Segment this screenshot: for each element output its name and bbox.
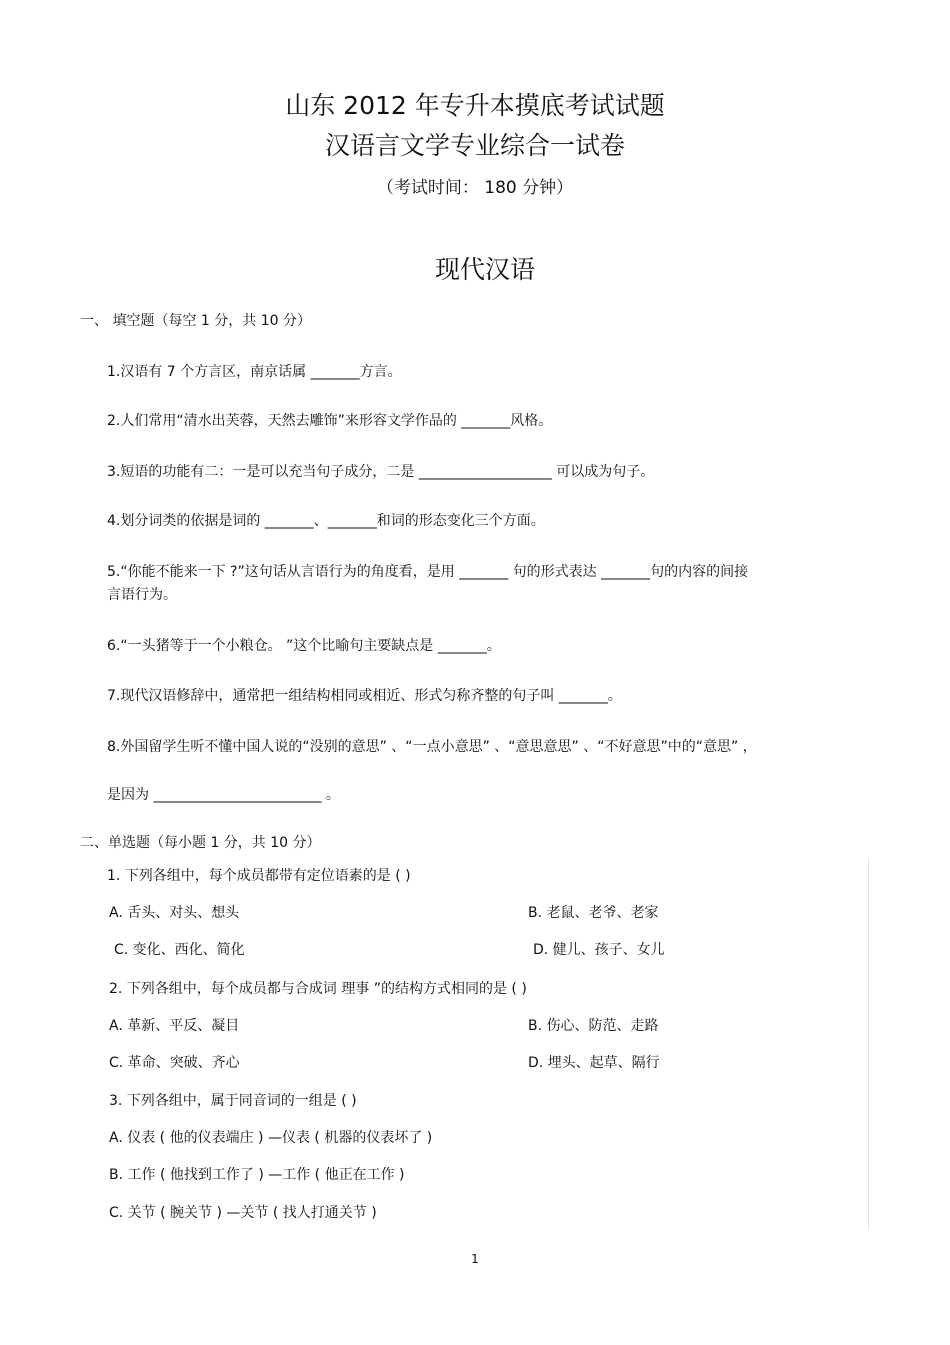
choice-question-2-stem: 2. 下列各组中，每个成员都与合成词 理事 ”的结构方式相同的是 ( ) [109,981,527,997]
choice-question-2-option-d: D. 埋头、起草、隔行 [528,1055,660,1071]
choice-question-1-option-c: C. 变化、西化、简化 [114,942,245,958]
part2-heading: 二、单选题（每小题 1 分，共 10 分） [80,835,321,851]
choice-question-1-option-a: A. 舌头、对头、想头 [109,905,240,921]
fill-question-2: 2.人们常用“清水出芙蓉，天然去雕饰”来形容文学作品的 _______风格。 [107,413,553,429]
exam-title: 山东 2012 年专升本摸底考试试题 [285,91,665,120]
exam-subtitle: 汉语言文学专业综合一试卷 [324,131,625,160]
page-number: 1 [471,1252,479,1266]
fill-question-8-line1: 8.外国留学生听不懂中国人说的“没别的意思” 、“一点小意思” 、“意思意思” 、“不好意思”中的“意思” ， [107,739,757,755]
choice-question-2-option-a: A. 革新、平反、凝目 [109,1018,240,1034]
fill-question-4: 4.划分词类的依据是词的 _______、_______和词的形态变化三个方面。 [107,513,545,529]
fill-question-7: 7.现代汉语修辞中，通常把一组结构相同或相近、形式匀称齐整的句子叫 _______。 [107,688,622,704]
choice-question-3-option-a: A. 仪表 ( 他的仪表端庄 ) —仪表 ( 机器的仪表坏了 ) [109,1130,433,1146]
fill-question-5-line2: 言语行为。 [107,587,177,603]
section-title: 现代汉语 [434,255,535,284]
fill-question-8-line2: 是因为 ________________________ 。 [107,787,340,803]
choice-question-3-option-c: C. 关节 ( 腕关节 ) —关节 ( 找人打通关节 ) [109,1205,377,1221]
choice-question-3-option-b: B. 工作 ( 他找到工作了 ) —工作 ( 他正在工作 ) [109,1167,405,1183]
fill-question-3: 3.短语的功能有二：一是可以充当句子成分，二是 ___________________ 可以成为句子。 [107,464,655,480]
exam-time-note: （考试时间： 180 分钟） [376,178,574,198]
fill-question-6: 6.“一头猪等于一个小粮仓。 ”这个比喻句主要缺点是 _______。 [107,638,501,654]
choice-question-2-option-b: B. 伤心、防范、走路 [528,1018,659,1034]
part1-heading: 一、 填空题（每空 1 分，共 10 分） [80,313,311,329]
scan-edge-divider [868,858,869,1230]
choice-question-2-option-c: C. 革命、突破、齐心 [109,1055,240,1071]
fill-question-5-line1: 5.“你能不能来一下 ?”这句话从言语行为的角度看，是用 _______ 句的形式表达 _______句的内容的间接 [107,564,749,580]
fill-question-1: 1.汉语有 7 个方言区，南京话属 _______方言。 [107,364,402,380]
choice-question-1-stem: 1. 下列各组中，每个成员都带有定位语素的是 ( ) [107,868,411,884]
choice-question-1-option-b: B. 老鼠、老爷、老家 [528,905,659,921]
choice-question-1-option-d: D. 健儿、孩子、女儿 [533,942,665,958]
choice-question-3-stem: 3. 下列各组中，属于同音词的一组是 ( ) [109,1093,357,1109]
